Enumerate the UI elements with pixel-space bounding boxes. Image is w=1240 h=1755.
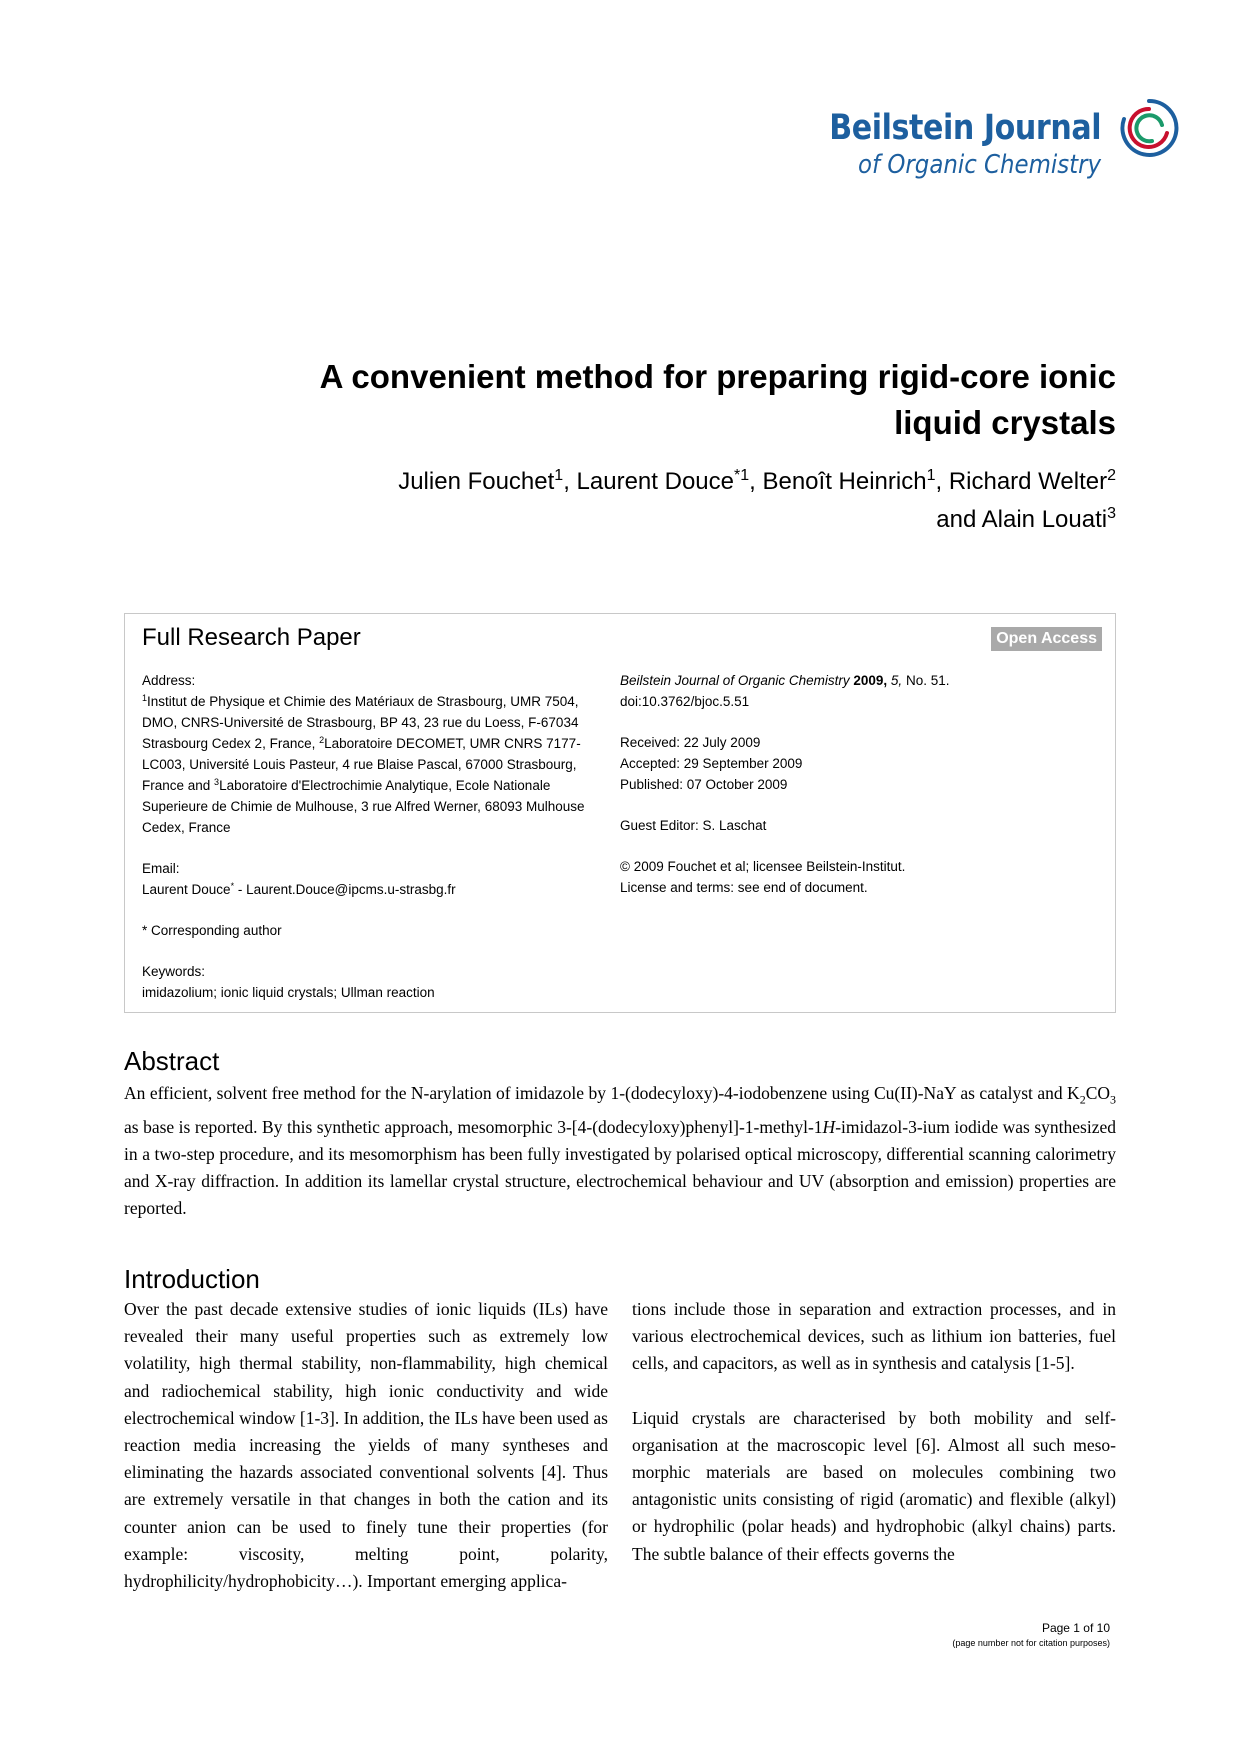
intro-right-column bbox=[632, 1296, 1116, 1595]
article-info-box bbox=[124, 613, 1116, 1013]
email-link[interactable]: - Laurent.Douce@ipcms.u-strasbg.fr bbox=[234, 882, 456, 897]
journal-name-line1: Beilstein Journal bbox=[829, 108, 1101, 148]
author: Julien Fouchet$^1$ bbox=[398, 467, 564, 495]
doi-link[interactable]: doi:10.3762/bjoc.5.51 bbox=[620, 694, 750, 709]
article-type: Full Research Paper bbox=[142, 624, 361, 651]
paragraph: tions include those in separation and extraction processes, and in various electrochemical devices, such as lithium ion batteries, fuel cells, and capacitors, as well as in synthesis and catalysis [1-5]. bbox=[632, 1299, 1116, 1374]
page-number-note: (page number not for citation purposes) bbox=[952, 1638, 1110, 1648]
author-list: Julien Fouchet$^1$, Laurent Douce$^{*1}$, Benoît Heinrich$^1$, Richard Welter$^2$ and Alain Louati$^3$ bbox=[398, 467, 1116, 533]
info-left-column bbox=[142, 670, 612, 1023]
address-block: Address: $^1$Institut de Physique et Chimie des Matériaux de Strasbourg, UMR 7504, DMO, CNRS-Université de Strasbourg, BP 43, 23 rue du Loess, F-67034 Strasbourg Cedex 2, France, $^2$Laboratoire DECOMET, UMR CNRS 7177-LC003, Université Louis Pasteur, 4 rue Blaise Pascal, 67000 Strasbourg, France and $^3$Laboratoire d'Electrochimie Analytique, Ecole Nationale Superieure de Chimie de Mulhouse, 3 rue Alfred Werner, 68093 Mulhouse Cedex, France bbox=[142, 673, 585, 835]
journal-name bbox=[785, 107, 1101, 181]
citation-block: Beilstein Journal of Organic Chemistry 2009, 5, No. 51. doi:10.3762/bjoc.5.51 bbox=[620, 673, 950, 709]
editor-block: Guest Editor: S. Laschat bbox=[620, 818, 767, 833]
info-right-column bbox=[620, 670, 1090, 918]
author: Richard Welter$^2$ bbox=[948, 467, 1116, 495]
journal-name-line2: of Organic Chemistry bbox=[857, 150, 1101, 180]
author: Benoît Heinrich$^1$ bbox=[762, 467, 936, 495]
intro-left-column bbox=[124, 1296, 608, 1622]
page-number: Page 1 of 10 bbox=[1041, 1621, 1110, 1635]
corresponding-note: * Corresponding author bbox=[142, 923, 282, 938]
journal-logo-icon bbox=[1118, 97, 1180, 159]
keywords-block: Keywords: imidazolium; ionic liquid crystals; Ullman reaction bbox=[142, 964, 435, 1000]
license-block: © 2009 Fouchet et al; licensee Beilstein-Institut. License and terms: see end of document. bbox=[620, 859, 906, 895]
paragraph: Over the past decade extensive studies of ionic liquids (ILs) have revealed their many useful properties such as extremely low volatility, high thermal stability, non-flammability, high chemical and radiochemical stability, high ionic conductivity and wide electrochemical window [1-3]. In addition, the ILs have been used as reaction media increasing the yields of many syntheses and eliminating the hazards associated conventional solvents [4]. Thus are extremely versatile in that changes in both the cation and its counter anion can be used to finely tune their properties (for example: viscosity, melting point, polarity, hydrophilicity/hydrophobicity…). Important emerging applica- bbox=[124, 1299, 608, 1592]
license-link[interactable]: License and terms: see end of document. bbox=[620, 880, 868, 895]
open-access-badge: Open Access bbox=[991, 627, 1102, 651]
author: Laurent Douce$^{*1}$ bbox=[576, 467, 750, 495]
article-title: A convenient method for preparing rigid-core ionic liquid crystals bbox=[319, 358, 1116, 441]
paragraph: Liquid crystals are characterised by both mobility and self-organisation at the macroscopic level [6]. Almost all such meso-morphic materials are based on molecules combining two antagonistic units consisting of rigid (aromatic) and flexible (alkyl) or hydrophilic (polar heads) and hydrophobic (alkyl chains) parts. The subtle balance of their effects governs the bbox=[632, 1407, 1116, 1564]
abstract-text: An efficient, solvent free method for the N-arylation of imidazole by 1-(dodecyloxy)-4-iodobenzene using Cu(II)-NaY as catalyst and $K_2CO_3$ as base is reported. By this synthetic approach, mesomorphic 3-[4-(dodecyloxy)phenyl]-1-methyl-1H-imidazol-3-ium iodide was synthesized in a two-step procedure, and its mesomorphism has been fully investigated by polarised optical microscopy, differential scanning calorimetry and X-ray diffraction. In addition its lamellar crystal structure, electrochemical behaviour and UV (absorption and emission) properties are reported. bbox=[124, 1083, 1116, 1219]
email-block: Email: Laurent Douce* - Laurent.Douce@ipcms.u-strasbg.fr bbox=[142, 861, 456, 897]
dates-block: Received: 22 July 2009 Accepted: 29 September 2009 Published: 07 October 2009 bbox=[620, 735, 803, 792]
journal-logo bbox=[820, 97, 1180, 217]
abstract-heading: Abstract bbox=[124, 1046, 220, 1076]
author: Alain Louati$^3$ bbox=[981, 505, 1116, 533]
introduction-heading: Introduction bbox=[124, 1264, 260, 1294]
